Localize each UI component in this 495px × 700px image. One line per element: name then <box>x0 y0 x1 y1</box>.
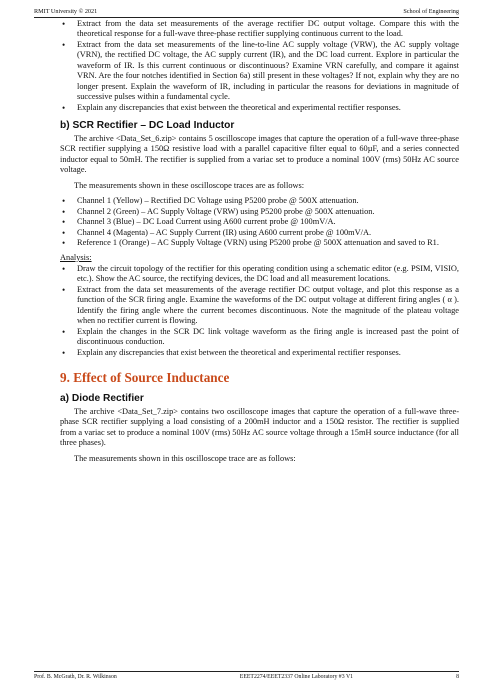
section-9a-heading: a) Diode Rectifier <box>60 393 144 405</box>
list-item: • Extract from the data set measurements of the average rectifier DC output voltage. Compare this with the theoretical response for a full-wave three-phase rectifier supplying continuous current to the load. <box>60 19 459 40</box>
list-item: • Channel 3 (Blue) – DC Load Current using A600 current probe @ 100mV/A. <box>60 217 459 227</box>
list-item: • Extract from the data set measurements of the average rectifier DC output voltage, and plot this response as a function of the SCR firing angle. Examine the waveforms of the DC output voltage at different firing angles ( α ). Identify the firing angle where the current becomes discontinuous. Note the magnitude of the plateau voltage when no rectifier current is flowing. <box>60 285 459 327</box>
section-9-paragraph: The archive <Data_Set_7.zip> contains two oscilloscope images that capture the operation of a full-wave three-phase SCR rectifier supplying a load consisting of a 200mH inductor and a 150Ω resistor. The rectifier is supplied from a variac set to produce a nominal 100V (rms) 50Hz AC source voltage through a 15mH source inductance (for all three phases). <box>60 407 459 448</box>
header-left: RMIT University © 2021 <box>34 8 98 15</box>
page-footer <box>34 671 459 680</box>
list-item: • Explain the changes in the SCR DC link voltage waveform as the firing angle is increased past the point of discontinuous conduction. <box>60 327 459 348</box>
list-item: • Extract from the data set measurements of the line-to-line AC supply voltage (VRW), the AC supply voltage (VRN), the rectified DC voltage, the AC supply current (IR), and the DC load current. Explore in particular the waveform of IR. Is this current continuous or discontinuous? Examine VRN carefully, and compare it against VRN. Are the four notches identified in Section 6a) still present in these voltages? If not, explain why they are no longer present. Explain the waveform of IR, including in particular the reasons for deviations in magnitude of successive pulses within a fundamental cycle. <box>60 40 459 102</box>
list-item: • Explain any discrepancies that exist between the theoretical and experimental rectifier responses. <box>60 348 459 358</box>
footer-course: EEET2274/EEET2337 Online Laboratory #3 V1 <box>239 674 354 680</box>
list-item: • Reference 1 (Orange) – AC Supply Voltage (VRN) using P5200 probe @ 500X attenuation and saved to R1. <box>60 238 459 248</box>
measurements-intro: The measurements shown in these oscilloscope traces are as follows: <box>74 180 305 190</box>
section-b-heading: b) SCR Rectifier – DC Load Inductor <box>60 120 235 132</box>
analysis-list <box>60 264 459 358</box>
page-header <box>34 8 459 18</box>
list-item: • Channel 4 (Magenta) – AC Supply Current (IR) using A600 current probe @ 100mV/A. <box>60 228 459 238</box>
analysis-label: Analysis: <box>60 252 92 262</box>
section-b-paragraph: The archive <Data_Set_6.zip> contains 5 oscilloscope images that capture the operation of a full-wave three-phase SCR rectifier supplying a 150Ω resistive load with a parallel capacitive filter equal to 60µF, and a series connected inductor equal to 50mH. The rectifier is supplied from a variac set to produce a nominal 100V (rms) 50Hz AC source voltage. <box>60 134 459 175</box>
top-bullet-list <box>60 19 459 113</box>
list-item: • Draw the circuit topology of the rectifier for this operating condition using a schematic editor (e.g. PSIM, VISIO, etc.). Show the AC source, the rectifying devices, the DC load and all measurement locations. <box>60 264 459 285</box>
list-item: • Explain any discrepancies that exist between the theoretical and experimental rectifier responses. <box>60 103 459 113</box>
header-right: School of Engineering <box>403 8 459 15</box>
list-item: • Channel 1 (Yellow) – Rectified DC Voltage using P5200 probe @ 500X attenuation. <box>60 196 459 206</box>
page-body <box>60 19 459 469</box>
section-9-heading: 9. Effect of Source Inductance <box>60 370 230 386</box>
section-9-measurements-intro: The measurements shown in this oscilloscope trace are as follows: <box>74 453 296 463</box>
page-number: 8 <box>456 674 459 680</box>
list-item: • Channel 2 (Green) – AC Supply Voltage (VRW) using P5200 probe @ 500X attenuation. <box>60 207 459 217</box>
channel-list <box>60 196 459 249</box>
footer-authors: Prof. B. McGrath, Dr. R. Wilkinson <box>34 674 117 680</box>
